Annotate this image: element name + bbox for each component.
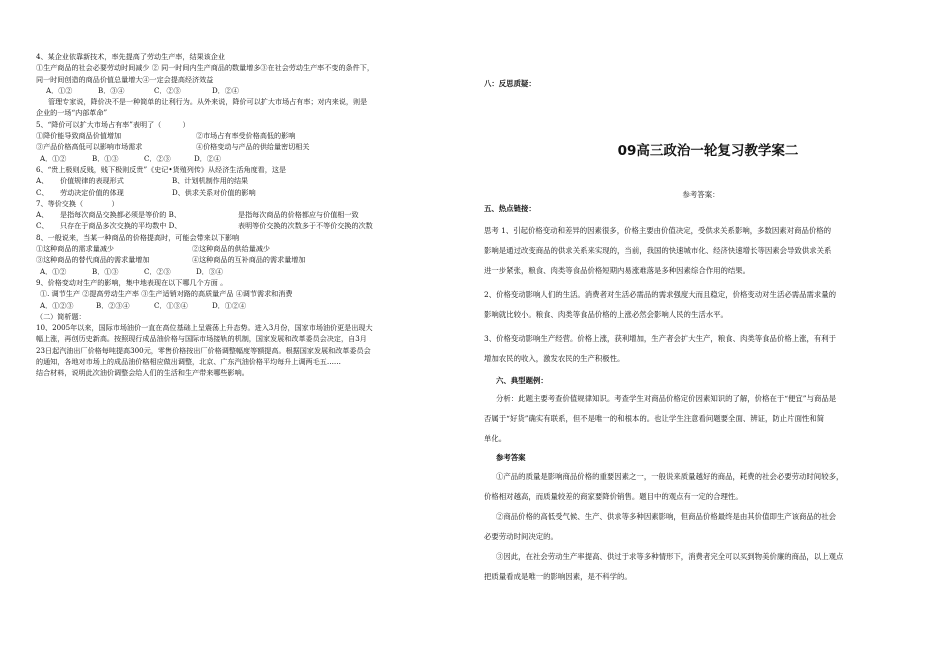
q6-item-c: 劳动决定价值的体现	[60, 187, 124, 197]
p3-line-2: 增加农民的收入，激发农民的生产积极性。	[484, 354, 625, 363]
q5-item-1: ①降价能导致商品价值增加	[36, 131, 122, 141]
analysis-line-1: 分析：此题主要考查价值规律知识。考查学生对商品价格定价因素知识的了解，价格在于“便宜”与商品是	[496, 394, 837, 403]
q10-line-2: 幅上涨，再创历史新高。按照现行成品油价格与国际市场接轨的机制，国家发展和改革委员会决定，自3月	[36, 334, 367, 344]
q4-line-2: 同一时间创造的商品价值总量增大④一定会提高经济效益	[36, 74, 214, 84]
q8-stem: 8、一般说来，当某一种商品的价格提高时，可能会带来以下影响	[36, 232, 240, 242]
q8-item-2: ②这种商品的供给量减少	[192, 244, 271, 254]
q8-row-1	[36, 243, 472, 254]
answer-2-line-2: 必要劳动时间决定的。	[484, 532, 558, 541]
q9-option-b: B．②③④	[96, 300, 130, 310]
q6-label-c: C、	[36, 187, 49, 197]
page-title: 09高三政治一轮复习教学案二	[617, 143, 799, 159]
q10-line-1: 10、2005年以来，国际市场油价一直在高位基础上呈震荡上升态势。进入3月份，国家市场油价更是出现大	[36, 323, 373, 333]
q5-row-1	[36, 130, 472, 141]
p1-line-2: 影响是通过改变商品的供求关系来实现的，当前，我国的快速城市化、经济快速增长等因素会导致供求关系	[484, 246, 832, 255]
q5-option-a: A．①②	[40, 153, 67, 163]
p2-line-1: 2、价格变动影响人们的生活。消费者对生活必需品的需求强度大而且稳定，价格变动对生活必需品需求量的	[484, 290, 837, 299]
q7-item-c: 只存在于商品多次交换的平均数中 D、	[60, 221, 182, 231]
q5-option-d: D．②④	[194, 153, 221, 163]
p2-line-2: 影响就比较小。粮食、肉类等食品价格的上涨必然会影响人民的生活水平。	[484, 310, 728, 319]
q8-option-c: C．②③	[144, 266, 171, 276]
q8-item-1: ①这种商品的需求量减少	[36, 244, 115, 254]
q5-stem: 5、“降价可以扩大市场占有率”表明了（ ）	[36, 119, 190, 129]
q8-option-a: A．①②	[40, 266, 67, 276]
answers-label: 参考答案：	[682, 190, 720, 199]
q7-row-2	[36, 220, 472, 231]
q4-line-1: ①生产商品的社会必要劳动时间减少 ② 同一时间内生产商品的数量增多③在社会劳动生产率不变的条件下，	[36, 63, 374, 73]
q10-line-3: 23日起汽油出厂价格每吨提高300元，零售价格按出厂价格调整幅度等额提高。根据国家发展和改革委员会	[36, 345, 371, 355]
reference-answer-heading: 参考答案	[496, 453, 526, 462]
hot-topics-paragraph-2	[484, 285, 918, 325]
q6-label-a: A、	[36, 176, 49, 186]
p3-line-1: 3、价格变动影响生产经营。价格上涨，获利增加，生产者会扩大生产，粮食、肉类等食品价格上涨，有利于	[484, 334, 837, 343]
q4-option-a: A．①②	[46, 85, 73, 95]
answer-3-line-1: ③因此，在社会劳动生产率提高、供过于求等多种情形下，消费者完全可以买到物美价廉的商品，以上观点	[496, 552, 844, 561]
p1-line-3: 进一步紧张，粮食、肉类等食品价格短期内易涨难落是多种因素综合作用的结果。	[484, 266, 751, 275]
p1-line-1: 思考 1、引起价格变动和差异的因素很多，价格主要由价值决定，受供求关系影响，多数因素对商品价格的	[484, 226, 832, 235]
q9-items: ①. 调节生产 ②提高劳动生产率 ③生产适销对路的高质量产品 ④调节需求和消费	[40, 289, 293, 299]
q4-options	[36, 85, 472, 96]
q8-item-3: ③这种商品的替代商品的需求量增加	[36, 255, 150, 265]
answer-2-line-1: ②商品价格的高低受气候、生产、供求等多种因素影响，但商品价格最终是由其价值即生产该商品的社会	[496, 512, 836, 521]
section-2-heading: （二）简析题：	[36, 311, 86, 321]
q7-label-a: A、	[36, 210, 49, 220]
q7-item-a: 是指每次商品交换都必须是等价的 B、	[60, 210, 181, 220]
q9-options	[36, 300, 472, 311]
hot-topics-paragraph-3	[484, 329, 918, 369]
answer-1-line-2: 价格相对越高，而质量较差的商家要降价销售。题目中的观点有一定的合理性。	[484, 492, 743, 501]
note-line-1: 管理专家说，降价决不是一种简单的让利行为。从外来说，降价可以扩大市场占有率；对内来说，则是	[48, 97, 368, 107]
q6-item-d: D、供求关系对价值的影响	[172, 187, 256, 197]
q5-item-2: ②市场占有率受价格高低的影响	[196, 131, 296, 141]
q4-stem: 4、某企业依靠新技术，率先提高了劳动生产率，结果该企业	[36, 52, 225, 61]
q9-option-a: A．①②③	[40, 300, 74, 310]
q7-label-c: C、	[36, 221, 49, 231]
q7-item-d: 表明等价交换的次数多于不等价交换的次数	[238, 221, 373, 231]
q5-option-b: B．①③	[92, 153, 119, 163]
analysis-line-2: 否属于“好货”确实有联系，但不是唯一的和根本的。也让学生注意看问题要全面、辨证，防止片面性和简	[484, 414, 825, 423]
q8-options	[36, 266, 472, 277]
q9-option-d: D．①②④	[212, 300, 247, 310]
q8-row-2	[36, 254, 472, 265]
q7-row-1	[36, 209, 472, 220]
q10-line-5: 结合材料，说明此次油价调整会给人们的生活和生产带来哪些影响。	[36, 368, 249, 378]
q6-item-b: B、计划机制作用的结果	[172, 176, 249, 186]
q5-item-4: ④价格变动与产品的供给量密切相关	[196, 142, 310, 152]
q5-item-3: ③产品价格高低可以影响市场需求	[36, 142, 143, 152]
reflection-heading: 八：反思质疑：	[484, 79, 536, 88]
right-column	[484, 78, 918, 587]
q4-option-b: B．③④	[98, 85, 125, 95]
q7-stem: 7、等价交换（ ）	[36, 198, 119, 208]
section-6-heading: 六、典型题例：	[496, 376, 548, 385]
q5-option-c: C．②③	[144, 153, 171, 163]
q10-line-4: 的通知，各地对市场上的成品油价格相应做出调整，北京、广东汽油价格平均每升上调两毛五……	[36, 357, 342, 367]
q8-option-d: D．③④	[196, 266, 223, 276]
hot-topics-paragraph-1	[484, 221, 918, 281]
left-column	[36, 51, 472, 379]
q8-option-b: B．①③	[92, 266, 119, 276]
q6-row-2	[36, 187, 472, 198]
q6-item-a: 价值规律的表现形式	[60, 176, 124, 186]
q9-option-c: C．①③④	[154, 300, 188, 310]
answer-1-line-1: ①产品的质量是影响商品价格的重要因素之一，一般说来质量越好的商品，耗费的社会必要劳动时间较多，	[496, 472, 844, 481]
q6-stem: 6、“贵上极则反贱，贱下极则反贵”《史记•货殖列传》从经济生活角度看，这是	[36, 164, 287, 174]
analysis-line-3: 单化。	[484, 434, 507, 443]
q9-stem: 9、价格变动对生产的影响，集中地表现在以下哪几个方面 。	[36, 277, 228, 287]
answer-3-line-2: 把质量看成是唯一的影响因素，是不科学的。	[484, 572, 632, 581]
note-line-2: 企业的一场“内部革命”	[36, 108, 108, 118]
q5-row-2	[36, 141, 472, 152]
q8-item-4: ④这种商品的互补商品的需求量增加	[192, 255, 306, 265]
q5-options	[36, 153, 472, 164]
section-5-heading: 五、热点链接：	[484, 204, 536, 213]
q7-item-b: 是指每次商品的价格都应与价值相一致	[238, 210, 359, 220]
q4-option-c: C．②③	[154, 85, 181, 95]
q4-option-d: D．②④	[212, 85, 239, 95]
q6-row-1	[36, 175, 472, 186]
